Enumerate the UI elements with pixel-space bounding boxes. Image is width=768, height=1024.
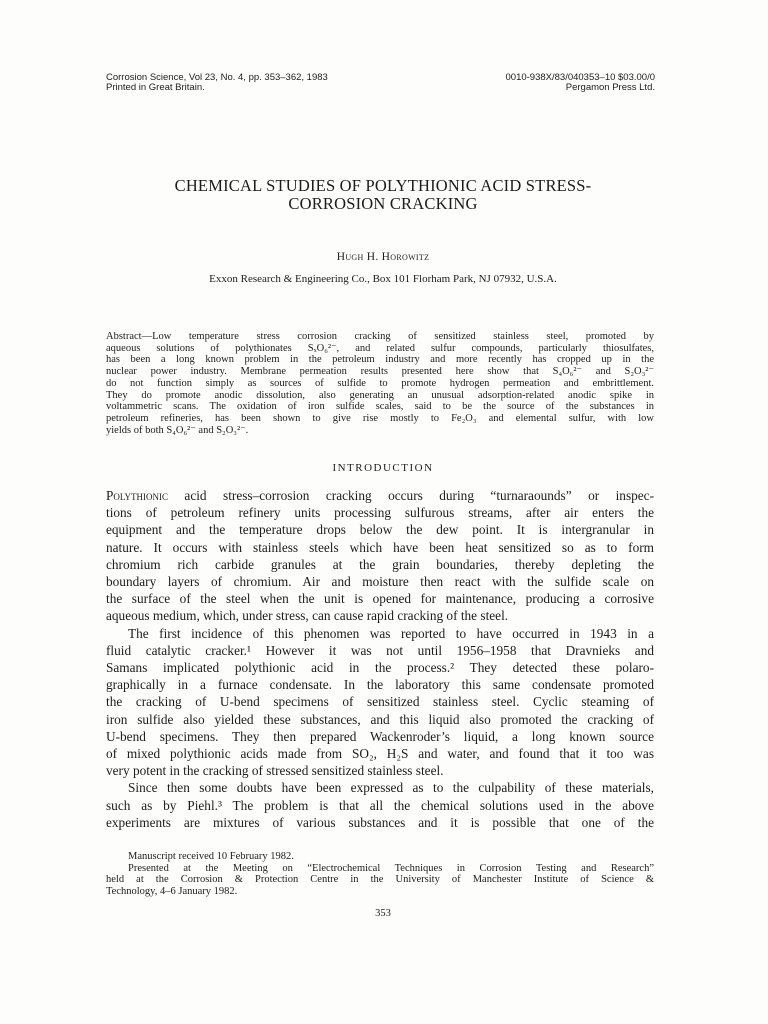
paragraph-line: tions of petroleum refinery units processing sulfurous streams, after air enters the	[106, 505, 654, 521]
abstract-line: yields of both S₄O₆²⁻ and S₂O₃²⁻.	[106, 424, 249, 436]
abstract-line: voltammetric scans. The oxidation of iron sulfide scales, said to be the source of the substances in	[106, 401, 654, 413]
paragraph-line: Samans implicated polythionic acid in the process.² They detected these polaro-	[106, 660, 654, 676]
paragraph-line: equipment and the temperature drops below the dew point. It is intergranular in	[106, 522, 654, 538]
paragraph-line: of mixed polythionic acids made from SO₂, H₂S and water, and found that it too was	[106, 746, 654, 762]
paragraph-line: The first incidence of this phenomen was reported to have occurred in 1943 in a	[128, 625, 654, 641]
abstract-line: do not function simply as sources of sulfide to promote hydrogen permeation and embrittlement.	[106, 377, 654, 389]
paper-title	[106, 177, 660, 213]
publisher-name: Pergamon Press Ltd.	[565, 82, 655, 93]
paragraph-line: U-bend specimens. They then prepared Wackenroder’s liquid, a long known source	[106, 728, 654, 744]
journal-citation-line1: Corrosion Science, Vol 23, No. 4, pp. 353–362, 1983	[106, 72, 328, 83]
body-text	[106, 487, 654, 831]
paragraph-line: iron sulfide also yielded these substances, and this liquid also promoted the cracking of	[106, 711, 654, 727]
paragraph-line: very potent in the cracking of stressed sensitized stainless steel.	[106, 763, 444, 779]
paragraph-line: chromium rich carbide granules at the grain boundaries, thereby depleting the	[106, 556, 654, 572]
publisher-info	[506, 73, 656, 93]
journal-citation-line2: Printed in Great Britain.	[106, 82, 205, 93]
footnotes	[106, 851, 654, 898]
page-number: 353	[375, 908, 391, 919]
paragraph-line	[106, 487, 654, 504]
lead-word: Polythionic	[106, 488, 168, 503]
lead-line-rest: acid stress–corrosion cracking occurs during “turnaraounds” or inspec-	[167, 488, 654, 503]
paragraph-line: Since then some doubts have been expressed as to the culpability of these materials,	[128, 780, 654, 796]
footnote-line: held at the Corrosion & Protection Centre in the University of Manchester Institute of Science &	[106, 874, 654, 886]
publisher-code: 0010-938X/83/040353–10 $03.00/0	[505, 72, 655, 83]
author-name: Hugh H. Horowitz	[336, 251, 430, 263]
paragraph-line: boundary layers of chromium. Air and moisture then react with the sulfide scale on	[106, 574, 654, 590]
paragraph-line: fluid catalytic cracker.¹ However it was not until 1956–1958 that Dravnieks and	[106, 642, 654, 658]
paragraph-line: the cracking of U-bend specimens of sensitized stainless steel. Cyclic steaming of	[106, 694, 654, 710]
footnote-line: Technology, 4–6 January 1982.	[106, 886, 238, 898]
paragraph-line: such as by Piehl.³ The problem is that all the chemical solutions used in the above	[106, 797, 654, 813]
paragraph-line: experiments are mixtures of various substances and it is possible that one of the	[106, 814, 654, 830]
section-heading: INTRODUCTION	[332, 462, 434, 474]
author-affiliation: Exxon Research & Engineering Co., Box 101 Florham Park, NJ 07932, U.S.A.	[209, 273, 557, 285]
footnote-line: Presented at the Meeting on “Electrochemical Techniques in Corrosion Testing and Research”	[128, 862, 654, 874]
abstract-line: aqueous solutions of polythionates SₓO₆²⁻, and related sulfur compounds, particularly thiosulfates,	[106, 342, 654, 354]
abstract-line: petroleum refineries, has been shown to give rise mostly to Fe₂O₃ and elemental sulfur, with low	[106, 412, 654, 424]
abstract-line: has been a long known problem in the petroleum industry and more recently has cropped up in the	[106, 354, 654, 366]
paper-title-line2: CORROSION CRACKING	[288, 194, 478, 213]
abstract-line: Abstract—Low temperature stress corrosion cracking of sensitized stainless steel, promoted by	[106, 331, 654, 342]
paragraph-line: nature. It occurs with stainless steels which have been heat sensitized so as to form	[106, 539, 654, 555]
footnote-line: Manuscript received 10 February 1982.	[128, 851, 294, 862]
abstract	[106, 331, 654, 436]
paragraph-line: graphically in a furnace condensate. In the laboratory this same condensate promoted	[106, 677, 654, 693]
paragraph-line: the surface of the steel when the unit is opened for maintenance, producing a corrosive	[106, 591, 654, 607]
abstract-line: They do promote anodic dissolution, also generating an unusual adsorption-related anodic spike in	[106, 389, 654, 401]
paper-title-line1: CHEMICAL STUDIES OF POLYTHIONIC ACID STRESS-	[174, 176, 592, 195]
abstract-line: nuclear power industry. Membrane permeation results presented here show that S₄O₆²⁻ and S₂O₃²⁻	[106, 366, 654, 378]
paragraph-line: aqueous medium, which, under stress, can cause rapid cracking of the steel.	[106, 608, 509, 624]
journal-citation	[106, 73, 328, 93]
